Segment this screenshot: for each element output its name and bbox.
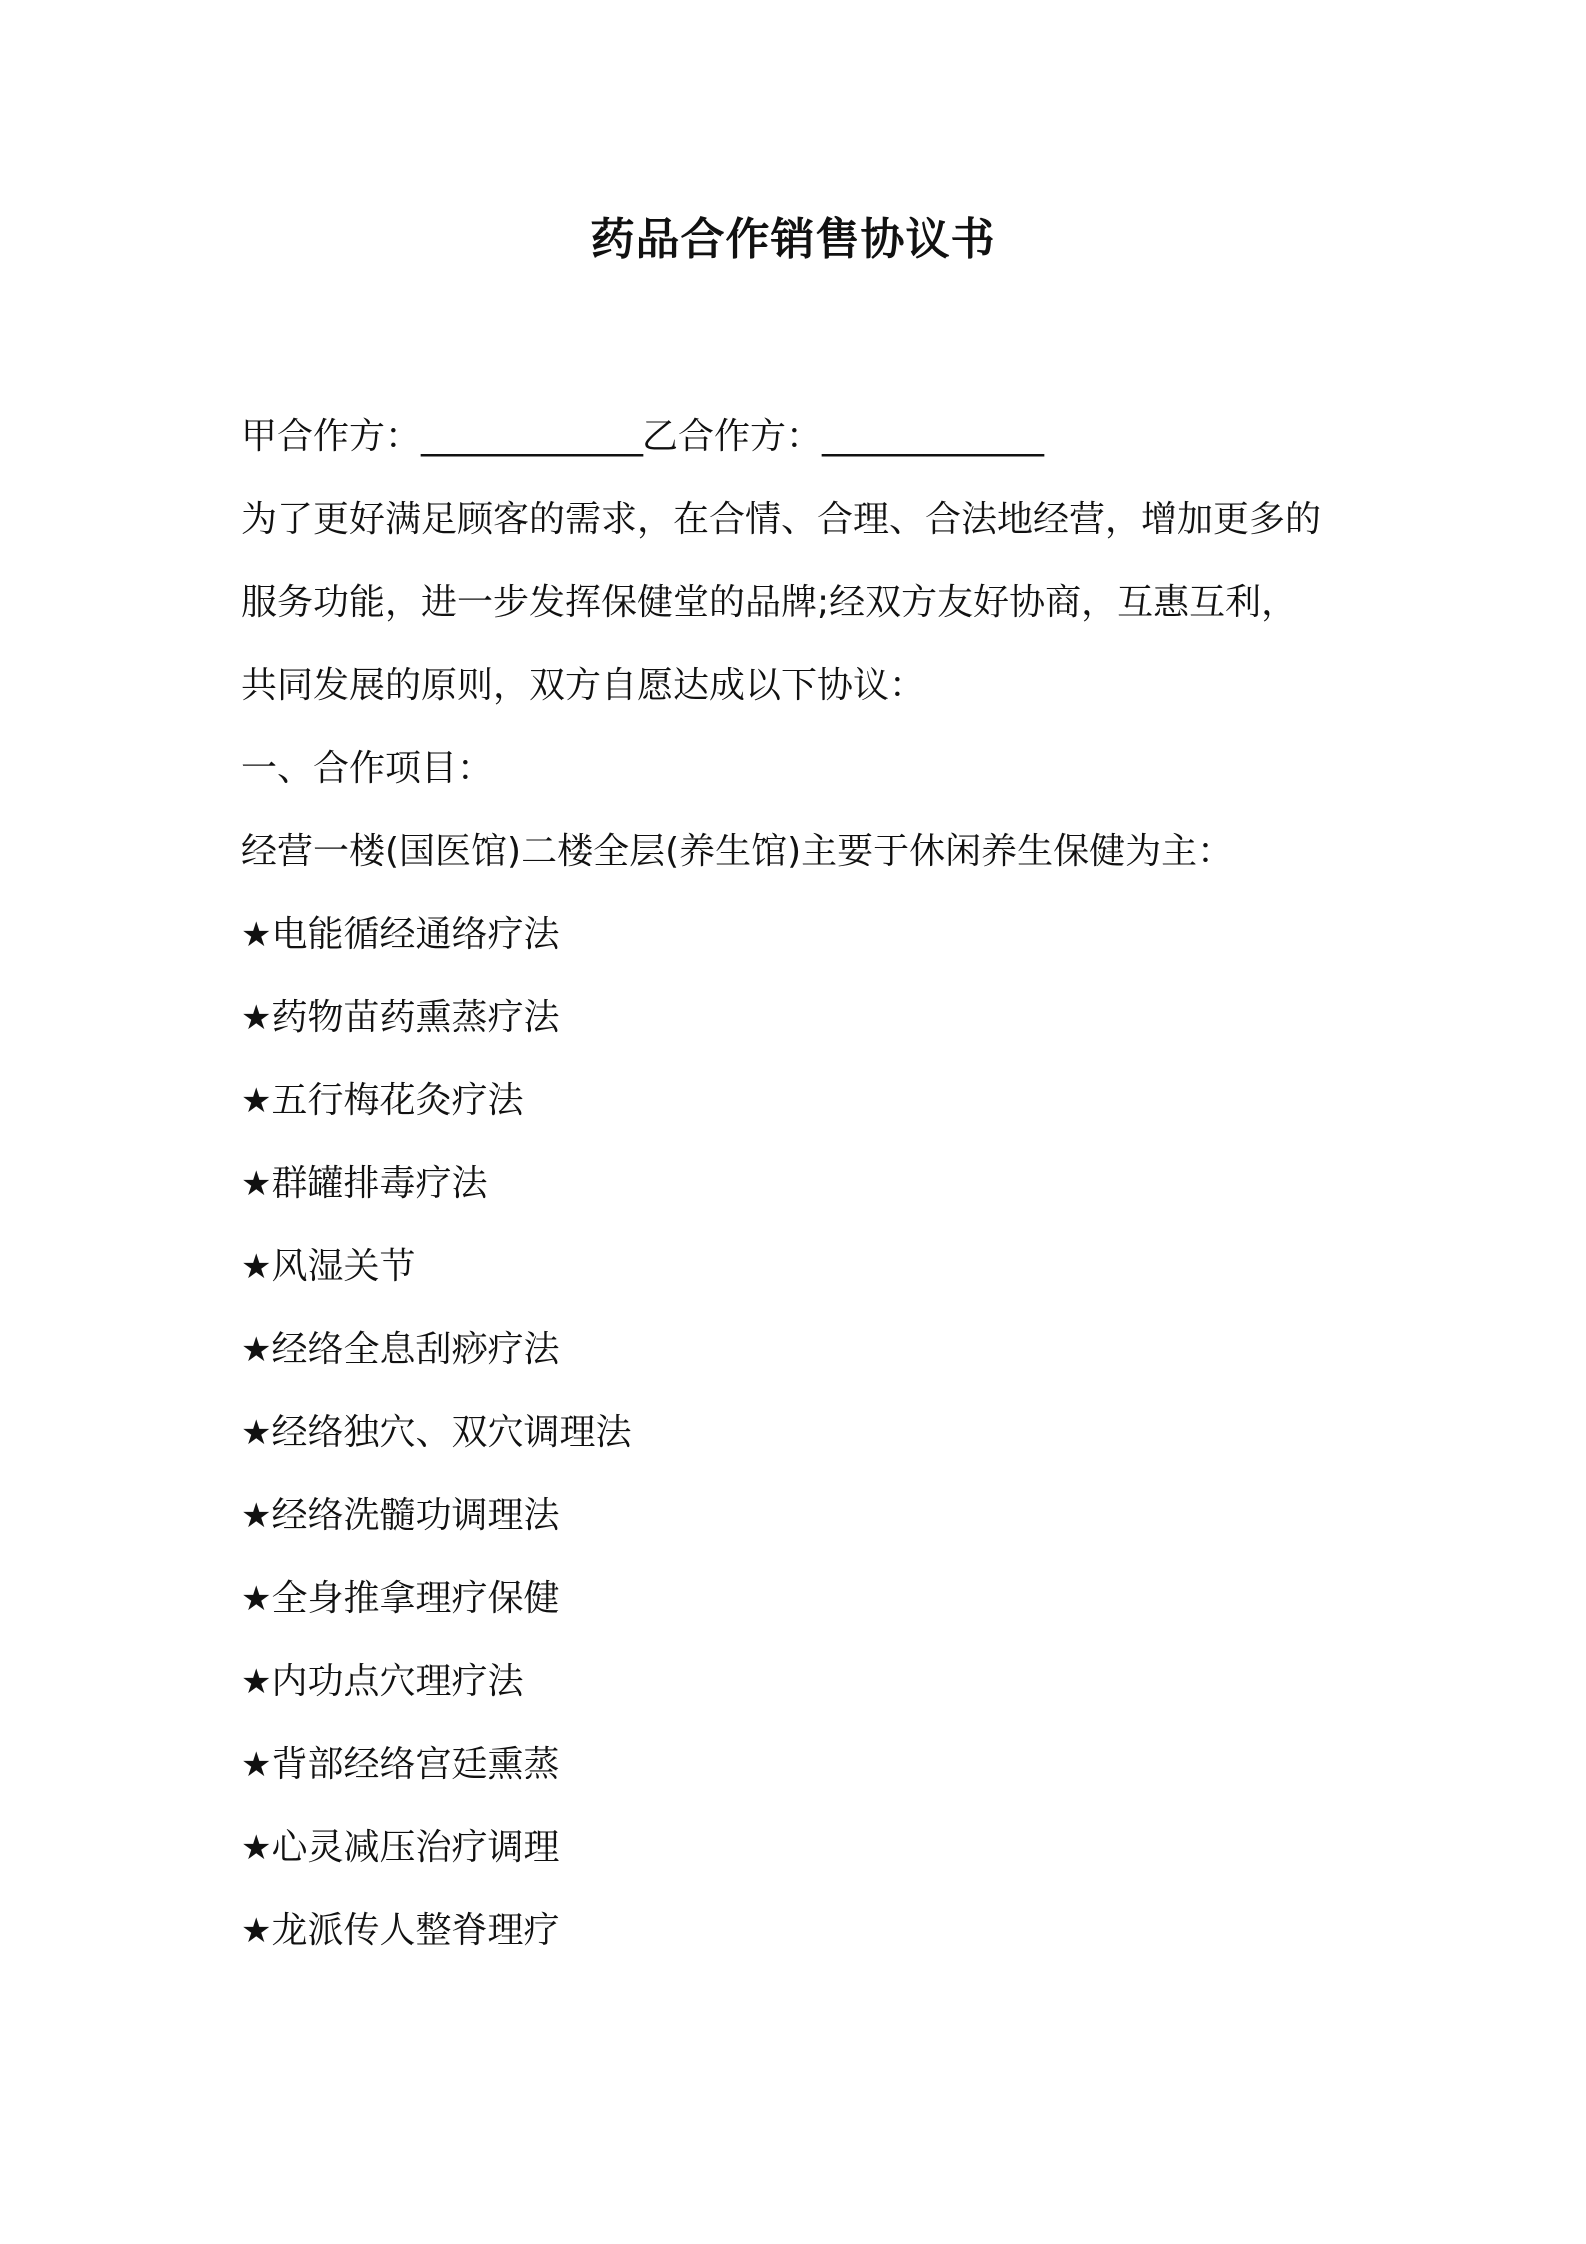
- service-label: 心灵减压治疗调理: [271, 1827, 560, 1868]
- list-item: [241, 1737, 1371, 1793]
- star-icon: ★: [241, 1247, 272, 1287]
- party-b-label: 乙合作方：: [642, 416, 823, 457]
- list-item: [241, 1405, 1371, 1461]
- service-label: 背部经络宫廷熏蒸: [271, 1744, 560, 1785]
- intro-line-2: 服务功能，进一步发挥保健堂的品牌;经双方友好协商，互惠互利，: [241, 582, 1298, 623]
- service-label: 药物苗药熏蒸疗法: [271, 997, 560, 1038]
- star-icon: ★: [241, 998, 272, 1038]
- service-list: [241, 907, 1371, 1959]
- parties-line: [241, 409, 1371, 465]
- service-label: 内功点穴理疗法: [271, 1661, 524, 1702]
- document-title: 药品合作销售协议书: [590, 214, 996, 265]
- service-label: 五行梅花灸疗法: [271, 1080, 524, 1121]
- list-item: [241, 1322, 1371, 1378]
- star-icon: ★: [241, 1662, 272, 1702]
- star-icon: ★: [241, 1164, 272, 1204]
- list-item: [241, 990, 1371, 1046]
- document-body: [241, 409, 1371, 1986]
- list-item: [241, 1073, 1371, 1129]
- list-item: [241, 1239, 1371, 1295]
- star-icon: ★: [241, 1828, 272, 1868]
- service-label: 龙派传人整脊理疗: [271, 1910, 560, 1951]
- service-label: 群罐排毒疗法: [271, 1163, 488, 1204]
- list-item: [241, 1571, 1371, 1627]
- party-b-blank: _____________: [822, 416, 1044, 457]
- star-icon: ★: [241, 1911, 272, 1951]
- list-item: [241, 1654, 1371, 1710]
- list-item: [241, 1820, 1371, 1876]
- intro-line-1: 为了更好满足顾客的需求，在合情、合理、合法地经营，增加更多的: [241, 499, 1322, 540]
- star-icon: ★: [241, 1081, 272, 1121]
- service-label: 风湿关节: [271, 1246, 416, 1287]
- star-icon: ★: [241, 915, 272, 955]
- service-label: 经络全息刮痧疗法: [271, 1329, 560, 1370]
- star-icon: ★: [241, 1413, 272, 1453]
- list-item: [241, 907, 1371, 963]
- star-icon: ★: [241, 1496, 272, 1536]
- party-a-label: 甲合作方：: [241, 416, 422, 457]
- star-icon: ★: [241, 1745, 272, 1785]
- list-item: [241, 1488, 1371, 1544]
- party-a-blank: _____________: [421, 416, 643, 457]
- section-1-description: 经营一楼(国医馆)二楼全层(养生馆)主要于休闲养生保健为主：: [241, 831, 1234, 872]
- intro-line-3: 共同发展的原则，双方自愿达成以下协议：: [241, 665, 926, 706]
- list-item: [241, 1156, 1371, 1212]
- service-label: 全身推拿理疗保健: [271, 1578, 560, 1619]
- section-1-heading: 一、合作项目：: [241, 748, 494, 789]
- service-label: 电能循经通络疗法: [271, 914, 560, 955]
- list-item: [241, 1903, 1371, 1959]
- star-icon: ★: [241, 1330, 272, 1370]
- star-icon: ★: [241, 1579, 272, 1619]
- service-label: 经络洗髓功调理法: [271, 1495, 560, 1536]
- service-label: 经络独穴、双穴调理法: [271, 1412, 632, 1453]
